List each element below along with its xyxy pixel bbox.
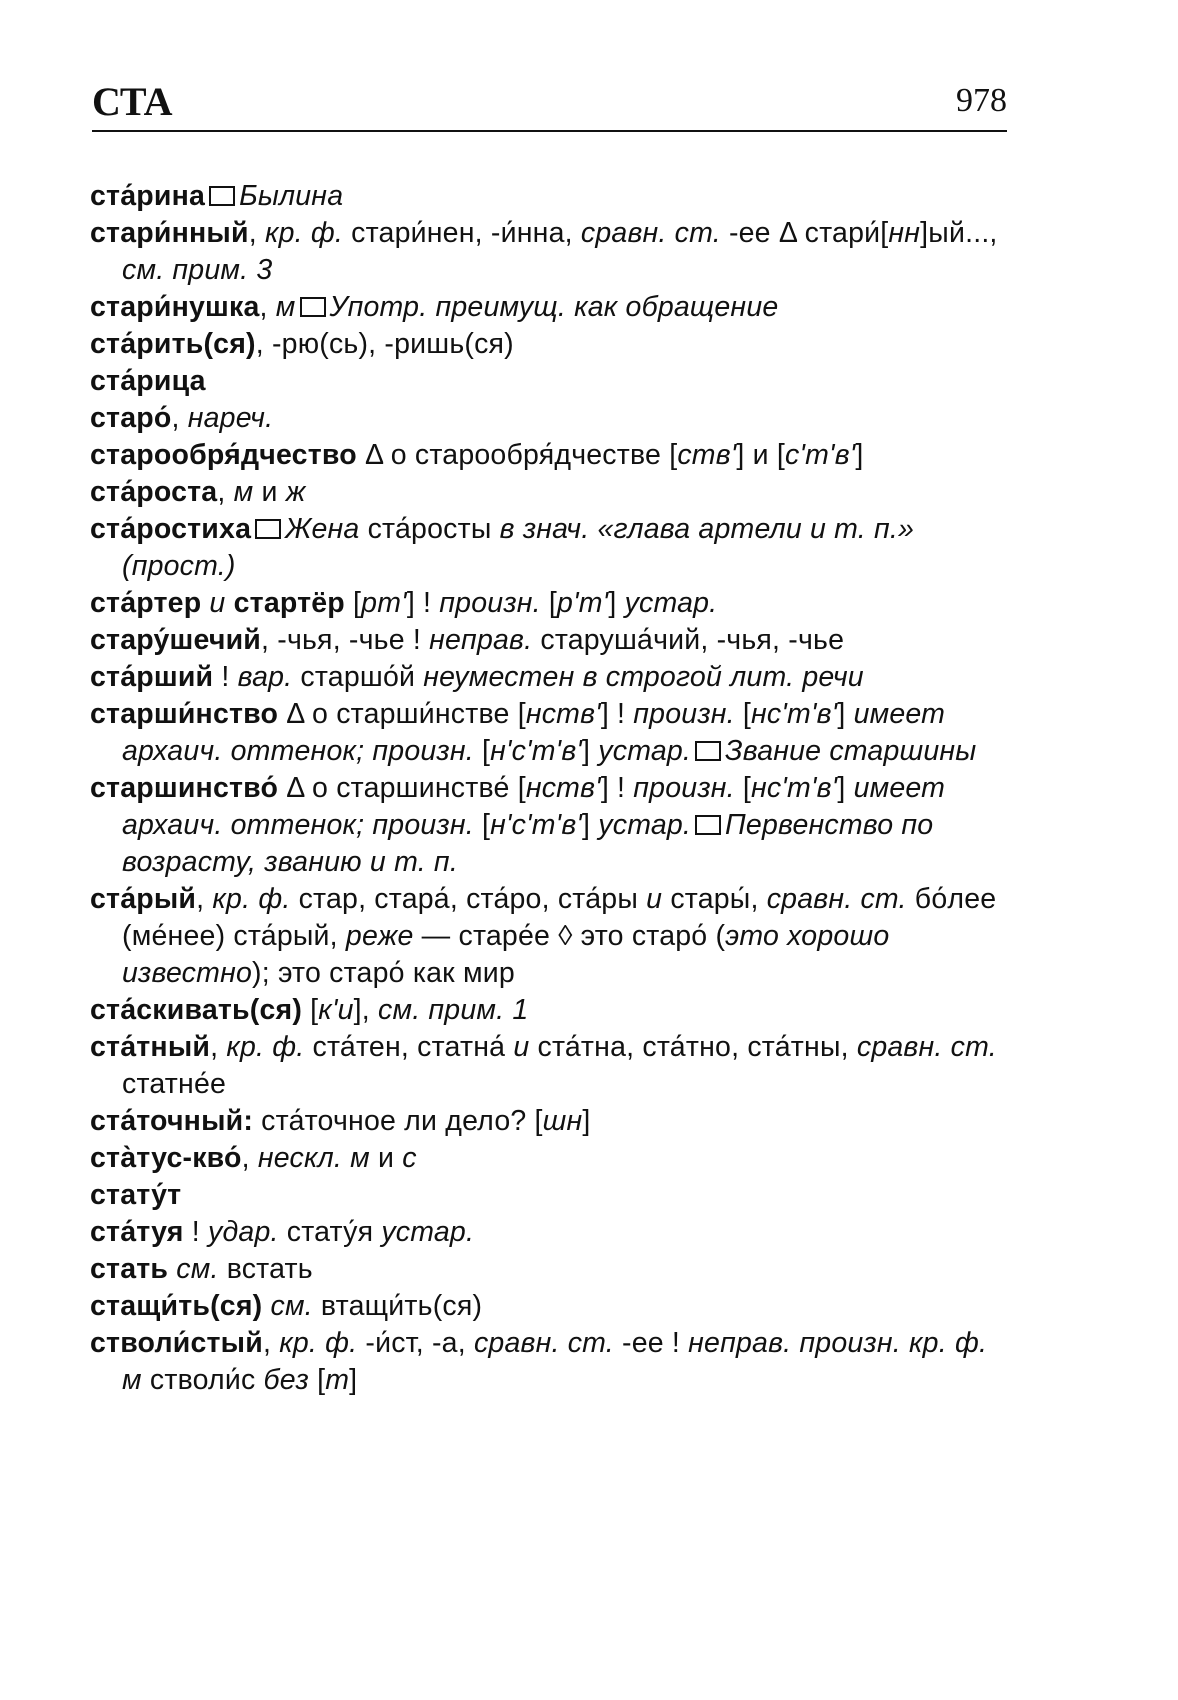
annotation-text: устар.: [598, 735, 692, 767]
annotation-text: см. прим. 1: [378, 994, 529, 1026]
entry-text: ,: [259, 291, 276, 323]
entry-text: [: [344, 587, 362, 619]
annotation-text: р'т': [557, 587, 609, 619]
entry-text: !: [183, 1216, 208, 1248]
annotation-text: с'т'в': [785, 439, 856, 471]
entry-text: , -рю(сь), -ришь(ся): [255, 328, 514, 360]
entry-text: [: [302, 994, 319, 1026]
entry-text: ]: [608, 587, 625, 619]
headword: стволи́стый: [90, 1327, 263, 1359]
annotation-text: нс'т'в': [751, 772, 838, 804]
annotation-text: реже: [345, 920, 414, 952]
headword: ста́ртер: [90, 587, 202, 619]
entry-text: Δ о старшинстве́ [: [278, 772, 526, 804]
annotation-text: Былина: [239, 180, 344, 212]
entry-text: ,: [248, 217, 265, 249]
annotation-text: устар.: [624, 587, 718, 619]
dictionary-entry: [90, 363, 1008, 400]
headword: старшинство́: [90, 772, 279, 804]
annotation-text: Употр. преимущ. как обращение: [329, 291, 779, 323]
annotation-text: имеет архаич. оттенок; произн.: [122, 772, 946, 841]
annotation-text: сравн. ст.: [856, 1031, 997, 1063]
annotation-text: см. прим. 3: [122, 254, 273, 286]
headword: ста́роста: [90, 476, 218, 508]
entry-text: ста́тен, статна́: [304, 1031, 514, 1063]
headword-variant: стартёр: [233, 587, 345, 619]
dictionary-entry: [90, 622, 1008, 659]
entry-text: [: [734, 772, 752, 804]
entry-text: ]: [582, 809, 599, 841]
annotation-text: к'и: [318, 994, 354, 1026]
entry-text: ста́точное ли дело? [: [253, 1105, 543, 1137]
annotation-text: вар.: [237, 661, 293, 693]
headword: ста̀тус-кво́: [90, 1142, 242, 1174]
page-header: [92, 78, 1007, 132]
entry-text: [: [540, 587, 558, 619]
definition-box-icon: [695, 741, 721, 761]
annotation-text: и: [646, 883, 663, 915]
definition-box-icon: [300, 297, 326, 317]
headword: ста́тный: [90, 1031, 211, 1063]
headword: ста́рина: [90, 180, 206, 212]
headword: стать: [90, 1253, 169, 1285]
annotation-text: см.: [168, 1253, 219, 1285]
entry-text: ]ый...,: [920, 217, 998, 249]
dictionary-entry: [90, 992, 1008, 1029]
dictionary-entry: [90, 178, 1008, 215]
entry-text: ],: [353, 994, 378, 1026]
definition-box-icon: [209, 186, 235, 206]
annotation-text: и: [201, 587, 234, 619]
entry-text: [: [473, 735, 491, 767]
annotation-text: устар.: [598, 809, 692, 841]
dictionary-entry: [90, 326, 1008, 363]
annotation-text: н'с'т'в': [490, 735, 583, 767]
headword: стащи́ть(ся): [90, 1290, 263, 1322]
annotation-text: ж: [285, 476, 306, 508]
annotation-text: ств': [677, 439, 737, 471]
entry-text: ста́тна, ста́тно, ста́тны,: [529, 1031, 857, 1063]
annotation-text: без: [263, 1364, 309, 1396]
annotation-text: нн: [888, 217, 921, 249]
dictionary-entry: [90, 585, 1008, 622]
annotation-text: произн.: [633, 698, 735, 730]
entry-text: ] и [: [736, 439, 786, 471]
dictionary-entry: [90, 215, 1008, 289]
annotation-text: неуместен в строгой лит. речи: [423, 661, 864, 693]
entry-text: ); это старо́ как мир: [252, 957, 515, 989]
entry-text: встать: [218, 1253, 313, 1285]
annotation-text: Звание старшины: [725, 735, 977, 767]
entry-text: ] !: [406, 587, 440, 619]
headword: старо́: [90, 402, 172, 434]
annotation-text: кр. ф.: [212, 883, 291, 915]
annotation-text: нареч.: [187, 402, 274, 434]
entry-text: ]: [837, 698, 854, 730]
dictionary-entry: [90, 881, 1008, 992]
entry-text: [: [308, 1364, 326, 1396]
entry-text: ,: [171, 402, 188, 434]
annotation-text: сравн. ст.: [766, 883, 907, 915]
entry-text: ,: [210, 1031, 227, 1063]
headword: ста́рый: [90, 883, 197, 915]
annotation-text: устар.: [381, 1216, 475, 1248]
dictionary-entry: [90, 289, 1008, 326]
annotation-text: нс'т'в': [751, 698, 838, 730]
entry-text: ]: [837, 772, 854, 804]
entry-text: ,: [241, 1142, 258, 1174]
annotation-text: произн.: [439, 587, 541, 619]
annotation-text: сравн. ст.: [580, 217, 721, 249]
annotation-text: н'с'т'в': [490, 809, 583, 841]
entry-text: старшо́й: [292, 661, 424, 693]
headword: стату́т: [90, 1179, 182, 1211]
annotation-text: нескл. м: [257, 1142, 370, 1174]
entry-text: [: [734, 698, 752, 730]
headword: ста́рший: [90, 661, 214, 693]
entry-text: ста́росты: [359, 513, 500, 545]
dictionary-entry: [90, 1029, 1008, 1103]
annotation-text: удар.: [208, 1216, 279, 1248]
dictionary-entry: [90, 1325, 1008, 1399]
entry-text: ]: [582, 1105, 591, 1137]
page-number: 978: [956, 82, 1007, 119]
dictionary-entries: [90, 178, 1008, 1399]
entry-text: , -чья, -чье !: [261, 624, 430, 656]
entry-text: ]: [582, 735, 599, 767]
headword: ста́ростиха: [90, 513, 252, 545]
annotation-text: нств': [525, 772, 601, 804]
entry-text: стар, стара́, ста́ро, ста́ры: [290, 883, 647, 915]
entry-text: !: [213, 661, 238, 693]
annotation-text: произн.: [633, 772, 735, 804]
dictionary-entry: [90, 400, 1008, 437]
dictionary-entry: [90, 474, 1008, 511]
dictionary-entry: [90, 437, 1008, 474]
entry-text: ] !: [600, 698, 634, 730]
entry-text: ]: [349, 1364, 358, 1396]
entry-text: — старе́е ◊ это старо́ (: [413, 920, 726, 952]
headword: старши́нство: [90, 698, 279, 730]
annotation-text: т: [325, 1364, 350, 1396]
annotation-text: Первенство по возрасту, званию и т. п.: [122, 809, 934, 878]
entry-text: ,: [262, 1327, 280, 1359]
entry-text: -ее Δ стари́[: [720, 217, 889, 249]
entry-text: стари́нен, -и́нна,: [343, 217, 581, 249]
dictionary-entry: [90, 1103, 1008, 1140]
dictionary-entry: [90, 770, 1008, 881]
annotation-text: кр. ф.: [226, 1031, 305, 1063]
entry-text: и: [253, 476, 286, 508]
dictionary-entry: [90, 1214, 1008, 1251]
annotation-text: нств': [525, 698, 601, 730]
headword: ста́рить(ся): [90, 328, 256, 360]
dictionary-entry: [90, 696, 1008, 770]
entry-text: [: [473, 809, 491, 841]
entry-text: Δ о старши́нстве [: [278, 698, 526, 730]
dictionary-entry: [90, 1288, 1008, 1325]
headword: ста́скивать(ся): [90, 994, 303, 1026]
running-head: СТА: [92, 79, 172, 124]
entry-text: ,: [217, 476, 234, 508]
entry-text: ]: [855, 439, 864, 471]
entry-text: старуша́чий, -чья, -чье: [532, 624, 845, 656]
dictionary-entry: [90, 1177, 1008, 1214]
annotation-text: шн: [542, 1105, 583, 1137]
annotation-text: это хорошо известно: [122, 920, 890, 989]
headword: стари́нный: [90, 217, 249, 249]
annotation-text: имеет архаич. оттенок; произн.: [122, 698, 946, 767]
entry-text: стары́,: [662, 883, 767, 915]
annotation-text: сравн. ст.: [473, 1327, 614, 1359]
dictionary-entry: [90, 1140, 1008, 1177]
definition-box-icon: [695, 815, 721, 835]
entry-text: бо́лее (ме́нее) ста́рый,: [122, 883, 997, 952]
annotation-text: кр. ф.: [279, 1327, 358, 1359]
annotation-text: Жена: [285, 513, 360, 545]
entry-text: -ее !: [613, 1327, 689, 1359]
annotation-text: м: [275, 291, 296, 323]
headword: стару́шечий: [90, 624, 262, 656]
annotation-text: и: [513, 1031, 530, 1063]
annotation-text: см.: [262, 1290, 313, 1322]
annotation-text: рт': [361, 587, 407, 619]
annotation-text: м: [233, 476, 254, 508]
annotation-text: кр. ф.: [264, 217, 344, 249]
entry-text: втащи́ть(ся): [312, 1290, 483, 1322]
headword: ста́точный:: [90, 1105, 254, 1137]
headword: старообря́дчество: [90, 439, 357, 471]
definition-box-icon: [255, 519, 281, 539]
dictionary-entry: [90, 659, 1008, 696]
headword: стари́нушка: [90, 291, 260, 323]
entry-text: -и́ст, -а,: [357, 1327, 474, 1359]
entry-text: стволи́с: [141, 1364, 264, 1396]
entry-text: ] !: [600, 772, 634, 804]
annotation-text: неправ. произн. кр. ф. м: [122, 1327, 988, 1396]
headword: ста́туя: [90, 1216, 184, 1248]
entry-text: и: [369, 1142, 403, 1174]
annotation-text: неправ.: [429, 624, 533, 656]
entry-text: стату́я: [278, 1216, 382, 1248]
dictionary-entry: [90, 511, 1008, 585]
entry-text: ,: [196, 883, 213, 915]
dictionary-entry: [90, 1251, 1008, 1288]
headword: ста́рица: [90, 365, 206, 397]
entry-text: статне́е: [122, 1068, 227, 1100]
annotation-text: в знач. «глава артели и т. п.» (прост.): [122, 513, 915, 582]
annotation-text: с: [402, 1142, 417, 1174]
entry-text: Δ о старообря́дчестве [: [356, 439, 678, 471]
